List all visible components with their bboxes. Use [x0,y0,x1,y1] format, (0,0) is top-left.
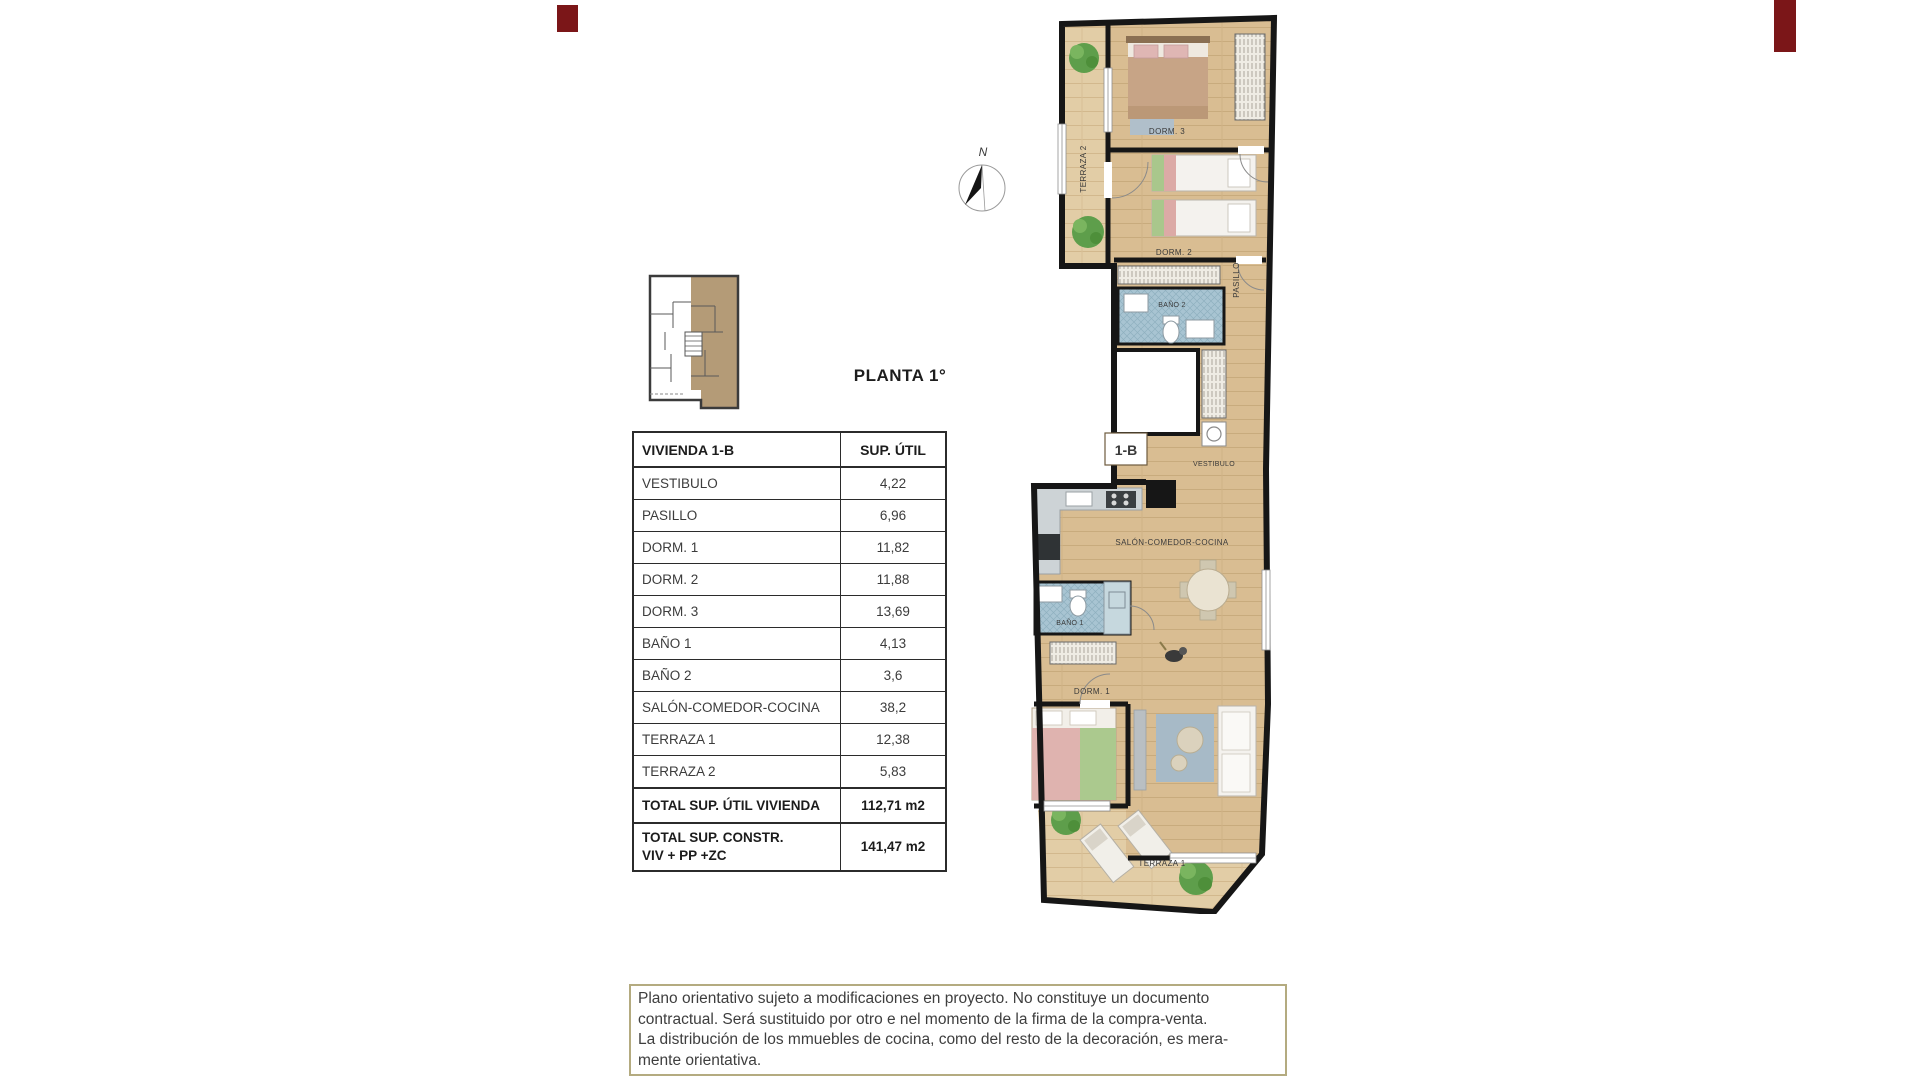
bano1-sink [1038,586,1062,602]
table-row [633,532,946,564]
table-row [633,500,946,532]
table-row [633,596,946,628]
row-label: TERRAZA 2 [633,756,841,789]
room-label-dorm1: DORM. 1 [1073,687,1111,696]
row-label: VESTIBULO [633,467,841,500]
total-label-line2: VIV + PP +ZC [642,848,727,863]
row-value: 13,69 [841,596,947,628]
row-value: 6,96 [841,500,947,532]
room-label-salon: SALÓN-COMEDOR-COCINA [1115,538,1229,547]
row-value: 11,88 [841,564,947,596]
table-row [633,692,946,724]
table-row [633,467,946,500]
table-row [633,660,946,692]
row-label: PASILLO [633,500,841,532]
plant [1072,216,1104,248]
dorm3-bed-foot [1128,106,1208,119]
table-header-row [633,432,946,467]
row-label: TERRAZA 1 [633,724,841,756]
room-label-vestibulo: VESTIBULO [1193,461,1235,468]
row-label: BAÑO 2 [633,660,841,692]
floor-plan [1022,14,1312,914]
bano1-toilet-bowl [1070,596,1086,616]
total-value: 141,47 m2 [841,823,947,871]
compass-circle [959,165,1005,211]
building-shaft [1114,350,1198,434]
key-plan-stairs [685,332,702,356]
red-corner-mark-right [1774,0,1796,52]
total-label-line1: TOTAL SUP. CONSTR. [642,830,784,845]
bano2-bidet [1186,320,1214,338]
unit-badge [1105,433,1147,465]
dorm1-bed [1032,708,1116,800]
plant [1069,43,1099,73]
row-label: DORM. 3 [633,596,841,628]
dorm3-pillow [1164,45,1188,58]
tv-unit [1134,710,1146,790]
room-label-terraza2: TERRAZA 2 [1079,145,1088,193]
sofa [1218,706,1256,796]
red-corner-mark-left [557,5,578,32]
room-label-terraza1: TERRAZA 1 [1138,859,1186,868]
dorm2-bed [1152,200,1256,236]
row-value: 12,38 [841,724,947,756]
disclaimer-line: Plano orientativo sujeto a modificaciones en proyecto. No constituye un documento [638,990,1210,1007]
dorm2-wardrobe [1118,266,1220,284]
row-value: 4,22 [841,467,947,500]
bano2-toilet-bowl [1163,321,1179,343]
unit-badge-label: 1-B [1114,442,1138,458]
row-value: 3,6 [841,660,947,692]
area-table [632,431,947,872]
row-label: SALÓN-COMEDOR-COCINA [633,692,841,724]
disclaimer-line: mente orientativa. [638,1051,762,1069]
dorm3-headboard [1126,36,1210,43]
wall-column [1146,480,1176,508]
washing-machine [1202,422,1226,446]
row-value: 11,82 [841,532,947,564]
table-row [633,756,946,789]
room-label-bano1: BAÑO 1 [1056,620,1084,627]
total-value: 112,71 m2 [841,788,947,823]
pouf [1177,727,1203,753]
room-label-bano2: BAÑO 2 [1158,302,1186,309]
table-total-util-row [633,788,946,823]
table-row [633,724,946,756]
dorm1-wardrobe [1050,642,1116,664]
dorm3-wardrobe [1235,34,1265,120]
north-compass-icon [950,138,1014,222]
key-plan [645,272,743,412]
bano2-sink [1124,294,1148,312]
kitchen-oven [1036,534,1060,560]
kitchen-stove [1106,491,1136,508]
row-value: 4,13 [841,628,947,660]
row-label: BAÑO 1 [633,628,841,660]
page-title: PLANTA 1° [853,366,947,385]
room-label-pasillo: PASILLO [1232,262,1241,298]
total-label: TOTAL SUP. ÚTIL VIVIENDA [633,788,841,823]
compass-needle [965,165,982,205]
total-label [633,823,841,871]
row-value: 5,83 [841,756,947,789]
table-row [633,628,946,660]
disclaimer-line: contractual. Será sustituido por otro e nel momento de la firma de la compra-venta. [638,1010,1208,1028]
table-total-constr-row [633,823,946,871]
compass-needle-line [982,165,985,211]
pasillo-wardrobe [1202,350,1226,418]
pouf [1171,755,1187,771]
row-label: DORM. 2 [633,564,841,596]
compass-north-label: N [978,145,988,159]
disclaimer-line: La distribución de los mmuebles de cocina, como del resto de la decoración, es mera- [638,1031,1229,1048]
disclaimer-box [629,984,1287,1076]
table-header-vivienda: VIVIENDA 1-B [633,432,841,467]
kitchen-sink [1066,492,1092,506]
row-label: DORM. 1 [633,532,841,564]
table-header-sup-util: SUP. ÚTIL [841,432,947,467]
room-label-dorm3: DORM. 3 [1148,127,1186,136]
table-row [633,564,946,596]
room-label-dorm2: DORM. 2 [1155,248,1193,257]
dorm3-pillow [1134,45,1158,58]
row-value: 38,2 [841,692,947,724]
